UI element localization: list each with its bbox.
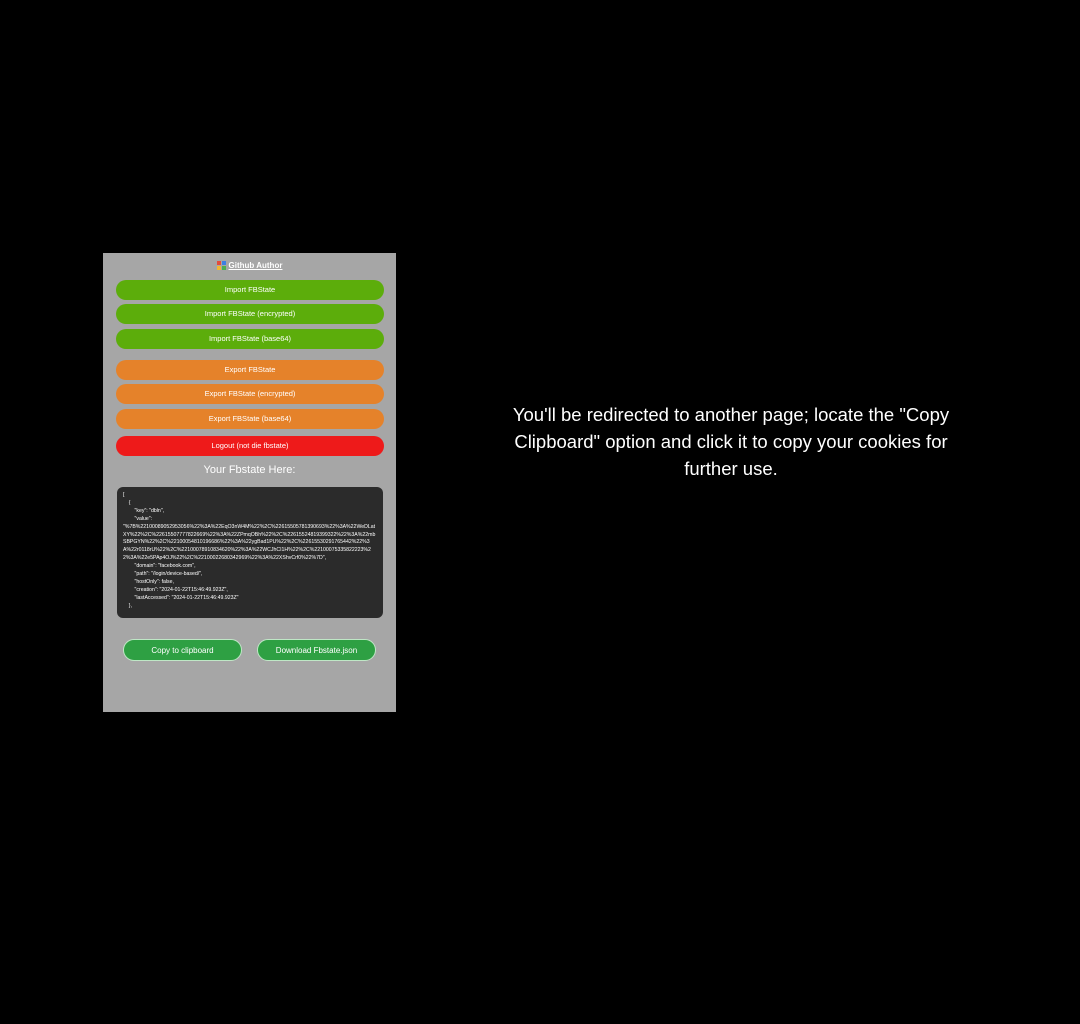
code-line: "hostOnly": false,	[123, 578, 174, 585]
code-line: "creation": "2024-01-22T15:46:49.923Z",	[123, 586, 228, 593]
code-line: [	[123, 492, 125, 498]
import-fbstate-base64-button[interactable]: Import FBState (base64)	[116, 329, 384, 349]
code-line: "key": "dbln",	[123, 507, 165, 514]
export-fbstate-button[interactable]: Export FBState	[116, 360, 384, 380]
download-fbstate-button[interactable]: Download Fbstate.json	[257, 639, 376, 661]
fbstate-heading: Your Fbstate Here:	[203, 464, 296, 476]
code-line: "domain": "facebook.com",	[123, 563, 196, 570]
fbstate-code-box[interactable]	[117, 487, 383, 618]
github-author-link[interactable]: Github Author	[228, 261, 283, 270]
import-fbstate-encrypted-button[interactable]: Import FBState (encrypted)	[116, 304, 384, 324]
code-line: "path": "/login/device-based/",	[123, 571, 203, 578]
code-line: "value":	[123, 515, 153, 522]
instruction-text: You'll be redirected to another page; locate the "Copy Clipboard" option and click it to copy your cookies for further use.	[512, 404, 950, 479]
code-value: "%7B%22100089052953056%22%3A%22EqO3nW4M%22%2C%22615505781390693%22%3A%22WeDLatXY%22%2C%22615507777822669%22%3A%22ZPmqOBh%22%2C%22615524819399322%22%3A%22mbSBPGYN%22%2C%22100054810196686%22%3A%22ygBad1PU%22%2C%22615530291765442%22%3A%22r0118rU%22%2C%22100078910834620%22%3A%22WCJhCI1H%22%2C%22100075335822223%22%3A%22e5PAp4OJ%22%2C%22100022680342969%22%3A%22XShvCrf0%22%7D",	[123, 523, 376, 562]
code-line: {	[123, 499, 131, 506]
code-line: "lastAccessed": "2024-01-22T15:46:49.923Z"	[123, 594, 239, 601]
import-fbstate-button[interactable]: Import FBState	[116, 280, 384, 300]
export-fbstate-base64-button[interactable]: Export FBState (base64)	[116, 409, 384, 429]
logout-button[interactable]: Logout (not die fbstate)	[116, 436, 384, 456]
export-fbstate-encrypted-button[interactable]: Export FBState (encrypted)	[116, 384, 384, 404]
copy-to-clipboard-button[interactable]: Copy to clipboard	[123, 639, 242, 661]
author-row	[103, 261, 396, 270]
phone-screenshot	[103, 253, 396, 712]
github-icon	[217, 261, 226, 270]
code-line: },	[123, 602, 132, 609]
